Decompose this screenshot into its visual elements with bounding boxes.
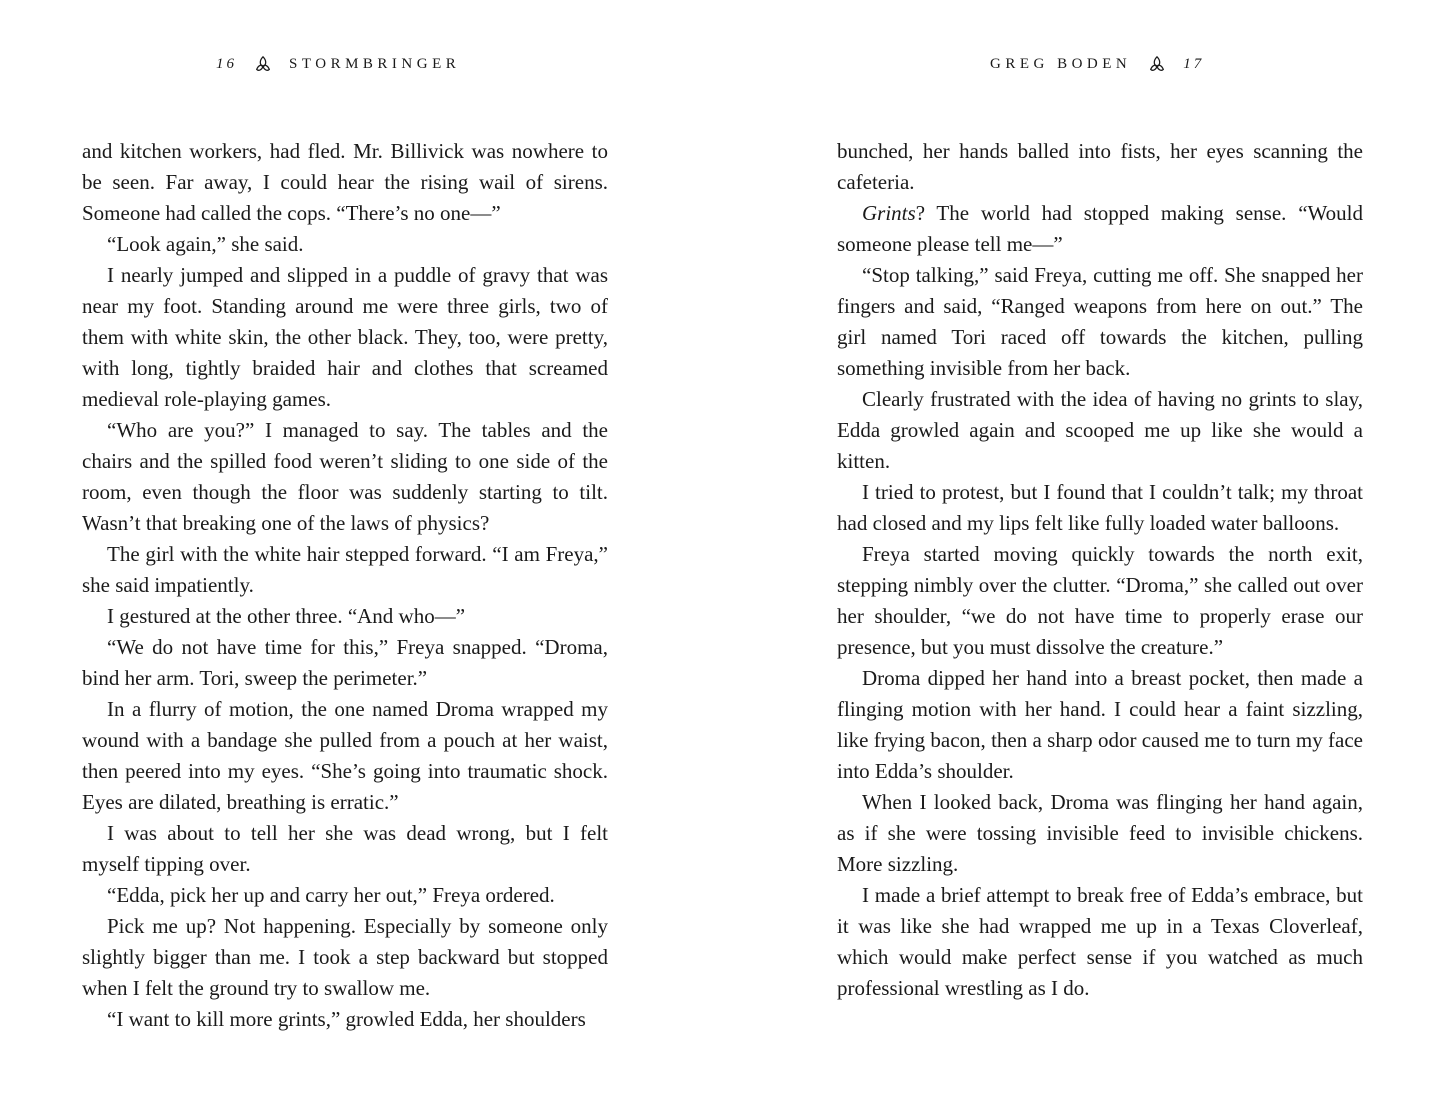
paragraph: Freya started moving quickly towards the north exit, stepping nimbly over the clutter. “Droma,” she called out over her shoulder, “we do not have time to properly erase our presence, but you must dissolve the creature.” bbox=[837, 542, 1363, 659]
right-page bbox=[722, 0, 1444, 1117]
paragraph: “I want to kill more grints,” growled Edda, her shoulders bbox=[107, 1007, 586, 1031]
right-running-title: GREG BODEN bbox=[990, 55, 1132, 72]
paragraph: Pick me up? Not happening. Especially by someone only slightly bigger than me. I took a step backward but stopped when I felt the ground try to swallow me. bbox=[82, 914, 608, 1000]
paragraph: I made a brief attempt to break free of Edda’s embrace, but it was like she had wrapped me up in a Texas Cloverleaf, which would make perfect sense if you watched as much professional wrestling as I do. bbox=[837, 883, 1363, 1000]
paragraph: “We do not have time for this,” Freya snapped. “Droma, bind her arm. Tori, sweep the perimeter.” bbox=[82, 635, 608, 690]
paragraph bbox=[837, 198, 1363, 260]
right-body-text bbox=[837, 136, 1363, 1004]
triquetra-icon bbox=[1147, 54, 1167, 74]
paragraph-text: ? The world had stopped making sense. “Would someone please tell me—” bbox=[837, 201, 1363, 256]
triquetra-icon bbox=[253, 54, 273, 74]
paragraph: “Who are you?” I managed to say. The tables and the chairs and the spilled food weren’t sliding to one side of the room, even though the floor was suddenly starting to tilt. Wasn’t that breaking one of the laws of physics? bbox=[82, 418, 608, 535]
paragraph: “Look again,” she said. bbox=[107, 232, 304, 256]
paragraph: I tried to protest, but I found that I couldn’t talk; my throat had closed and my lips felt like fully loaded water balloons. bbox=[837, 480, 1363, 535]
right-running-head bbox=[990, 54, 1204, 74]
paragraph: I nearly jumped and slipped in a puddle of gravy that was near my foot. Standing around me were three girls, two of them with white skin, the other black. They, too, were pretty, with long, tightly braided hair and clothes that screamed medieval role-playing games. bbox=[82, 263, 608, 411]
paragraph: “Edda, pick her up and carry her out,” Freya ordered. bbox=[107, 883, 555, 907]
paragraph: bunched, her hands balled into fists, her eyes scanning the cafeteria. bbox=[837, 139, 1363, 194]
paragraph: Clearly frustrated with the idea of having no grints to slay, Edda growled again and scooped me up like she would a kitten. bbox=[837, 387, 1363, 473]
paragraph: “Stop talking,” said Freya, cutting me off. She snapped her fingers and said, “Ranged weapons from here on out.” The girl named Tori raced off towards the kitchen, pulling something invisible from her back. bbox=[837, 263, 1363, 380]
paragraph: When I looked back, Droma was flinging her hand again, as if she were tossing invisible feed to invisible chickens. More sizzling. bbox=[837, 790, 1363, 876]
left-page-number: 16 bbox=[216, 55, 237, 72]
paragraph: and kitchen workers, had fled. Mr. Billivick was nowhere to be seen. Far away, I could hear the rising wail of sirens. Someone had called the cops. “There’s no one—” bbox=[82, 139, 608, 225]
left-body-text bbox=[82, 136, 608, 1035]
paragraph: In a flurry of motion, the one named Droma wrapped my wound with a bandage she pulled from a pouch at her waist, then peered into my eyes. “She’s going into traumatic shock. Eyes are dilated, breathing is erratic.” bbox=[82, 697, 608, 814]
left-running-title: STORMBRINGER bbox=[289, 55, 461, 72]
paragraph: The girl with the white hair stepped forward. “I am Freya,” she said impatiently. bbox=[82, 542, 608, 597]
right-page-number: 17 bbox=[1183, 55, 1205, 72]
left-page bbox=[0, 0, 722, 1117]
left-running-head bbox=[216, 54, 460, 74]
paragraph: I was about to tell her she was dead wrong, but I felt myself tipping over. bbox=[82, 821, 608, 876]
paragraph: Droma dipped her hand into a breast pocket, then made a flinging motion with her hand. I could hear a faint sizzling, like frying bacon, then a sharp odor caused me to turn my face into Edda’s shoulder. bbox=[837, 666, 1363, 783]
italic-word: Grints bbox=[862, 201, 916, 225]
paragraph: I gestured at the other three. “And who—” bbox=[107, 604, 466, 628]
